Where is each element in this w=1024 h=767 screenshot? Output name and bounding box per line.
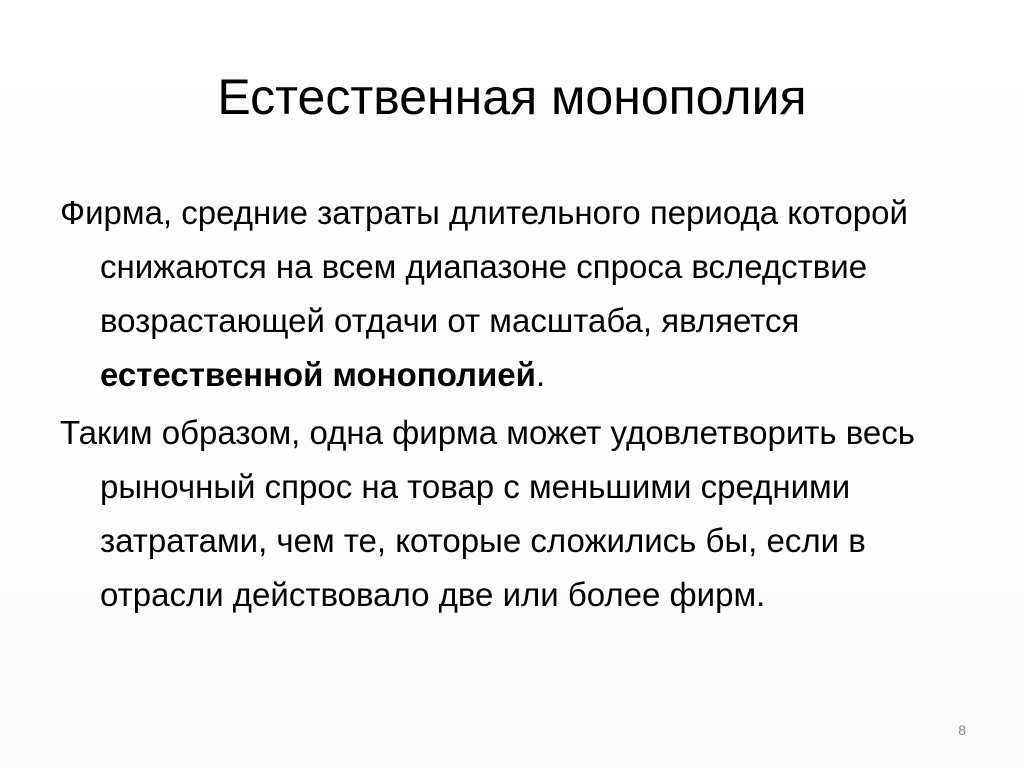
slide-body: [60, 186, 980, 626]
page-number: 8: [958, 722, 966, 738]
paragraph-definition-text: Фирма, средние затраты длительного периода которой снижаются на всем диапазоне спроса вследствие возрастающей отдачи от масштаба, является: [60, 194, 908, 339]
slide-title: Естественная монополия: [217, 69, 807, 125]
paragraph-definition-bold-term: естественной монополией: [100, 356, 536, 393]
paragraph-definition: [60, 186, 980, 402]
paragraph-definition-end: .: [535, 356, 546, 393]
paragraph-conclusion: Таким образом, одна фирма может удовлетворить весь рыночный спрос на товар с меньшими средними затратами, чем те, которые сложились бы, если в отрасли действовало две или более фирм.: [60, 414, 915, 613]
